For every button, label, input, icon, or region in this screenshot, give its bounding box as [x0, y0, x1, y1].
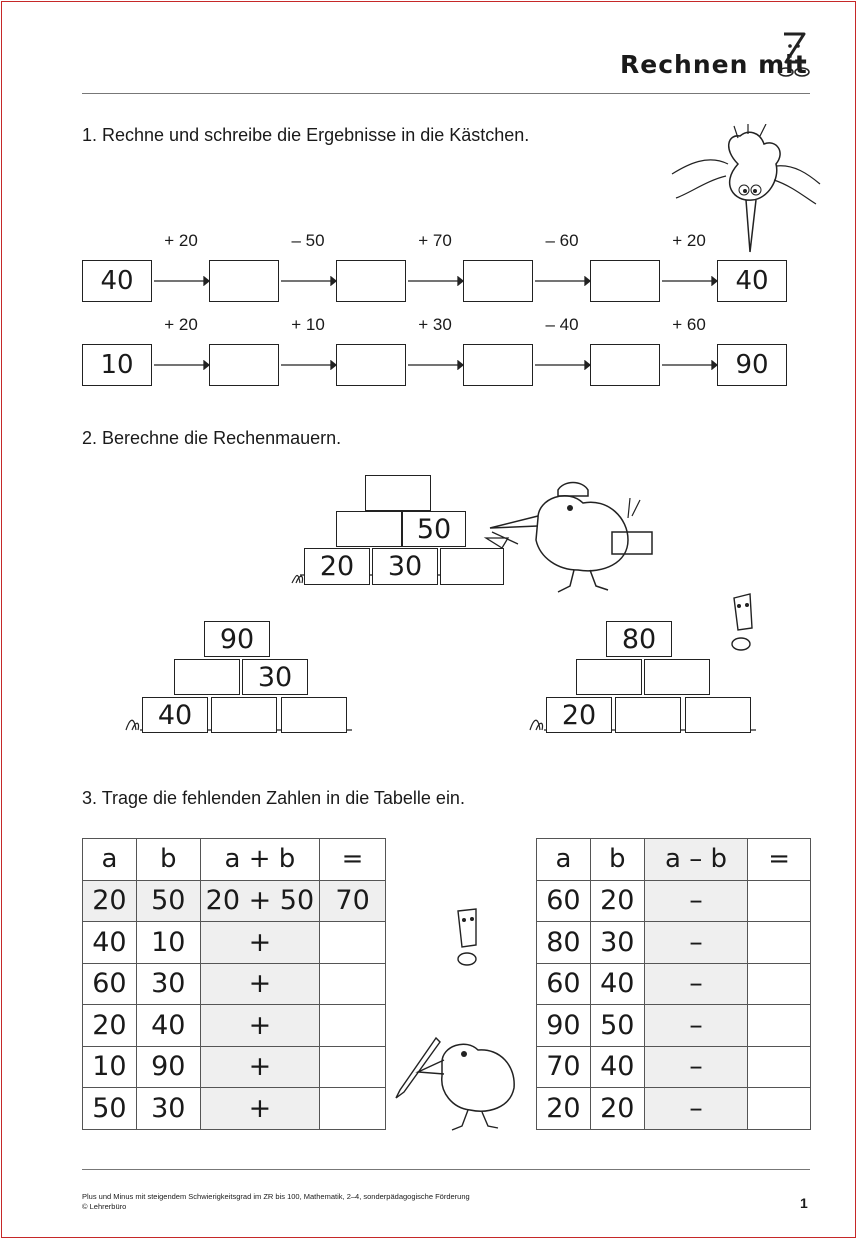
cell-a: 90	[537, 1005, 591, 1047]
start-box: 10	[82, 344, 152, 386]
header-cell: b	[136, 839, 200, 881]
task1-instruction: 1. Rechne und schreibe die Ergebnisse in die Kästchen.	[82, 125, 530, 145]
operation-label: + 20	[164, 231, 198, 250]
cell-b: 40	[590, 963, 644, 1005]
cell-result[interactable]	[748, 1046, 811, 1088]
cell-a: 70	[537, 1046, 591, 1088]
footer-copyright: © Lehrerbüro	[82, 1202, 127, 1211]
cell-result[interactable]	[320, 1088, 386, 1130]
wall3-bottom-brick[interactable]	[615, 697, 681, 733]
header-rule	[82, 93, 810, 94]
cell-b: 30	[136, 963, 200, 1005]
cell-result[interactable]	[320, 1046, 386, 1088]
header-cell: a + b	[200, 839, 319, 881]
cell-term[interactable]: –	[644, 1005, 747, 1047]
wall2-middle-brick[interactable]	[174, 659, 240, 695]
operation-label: + 20	[672, 231, 706, 250]
header-cell: =	[320, 839, 386, 881]
cell-term[interactable]: –	[644, 922, 747, 964]
cell-result[interactable]	[748, 1088, 811, 1130]
cell-term[interactable]: –	[644, 1046, 747, 1088]
cell-a: 40	[83, 922, 137, 964]
wall1-middle-brick[interactable]	[336, 511, 402, 547]
operation-label: – 60	[545, 231, 579, 250]
header-cell: b	[590, 839, 644, 881]
cell-result[interactable]	[320, 963, 386, 1005]
z-logo-icon	[776, 28, 812, 80]
cell-term: 20 + 50	[200, 880, 319, 922]
start-box: 40	[82, 260, 152, 302]
wall1-middle-brick: 50	[402, 511, 466, 547]
wall3-middle-brick[interactable]	[644, 659, 710, 695]
arrow-row1-icon	[152, 276, 718, 286]
cell-a: 20	[83, 880, 137, 922]
end-box: 40	[717, 260, 787, 302]
header-cell: a – b	[644, 839, 747, 881]
operation-label: – 50	[291, 231, 325, 250]
cell-term[interactable]: –	[644, 963, 747, 1005]
subtraction-table	[536, 838, 811, 1130]
cell-a: 80	[537, 922, 591, 964]
cell-term[interactable]: +	[200, 1088, 319, 1130]
header-cell: =	[748, 839, 811, 881]
wall2-bottom-brick[interactable]	[211, 697, 277, 733]
cell-a: 60	[537, 880, 591, 922]
cell-b: 50	[136, 880, 200, 922]
crow-with-pencil-icon	[392, 1032, 528, 1132]
cell-term[interactable]: –	[644, 1088, 747, 1130]
page-number: 1	[800, 1195, 808, 1211]
cell-b: 20	[590, 1088, 644, 1130]
footer-text	[82, 1192, 470, 1212]
wall1-bottom-brick: 20	[304, 548, 370, 585]
crow-bricklayer-icon	[478, 478, 668, 596]
operation-label: + 20	[164, 315, 198, 334]
cell-a: 20	[83, 1005, 137, 1047]
title-text: Rechnen mit	[620, 50, 808, 79]
operation-label: + 60	[672, 315, 706, 334]
cell-b: 40	[136, 1005, 200, 1047]
wall2-bottom-brick: 40	[142, 697, 208, 733]
exclamation-mascot-icon	[448, 905, 488, 969]
cell-result[interactable]	[320, 1005, 386, 1047]
operation-label: + 70	[418, 231, 452, 250]
cell-a: 50	[83, 1088, 137, 1130]
wall3-middle-brick[interactable]	[576, 659, 642, 695]
wall2-bottom-brick[interactable]	[281, 697, 347, 733]
operation-label: + 10	[291, 315, 325, 334]
cell-result[interactable]	[320, 922, 386, 964]
exclamation-mascot-icon	[726, 590, 760, 654]
cell-a: 60	[537, 963, 591, 1005]
cell-b: 30	[590, 922, 644, 964]
arrow-row2-icon	[152, 360, 718, 370]
wall2-middle-brick: 30	[242, 659, 308, 695]
wall3-bottom-brick[interactable]	[685, 697, 751, 733]
cell-result[interactable]	[748, 1005, 811, 1047]
header-cell: a	[537, 839, 591, 881]
cell-term[interactable]: +	[200, 922, 319, 964]
end-box: 90	[717, 344, 787, 386]
wall1-bottom-brick: 30	[372, 548, 438, 585]
wall1-top-brick[interactable]	[365, 475, 431, 511]
task3-instruction: 3. Trage die fehlenden Zahlen in die Tabelle ein.	[82, 788, 465, 808]
cell-a: 20	[537, 1088, 591, 1130]
cell-b: 50	[590, 1005, 644, 1047]
header-cell: a	[83, 839, 137, 881]
wall3-bottom-brick: 20	[546, 697, 612, 733]
wall2-top-brick: 90	[204, 621, 270, 657]
cell-b: 20	[590, 880, 644, 922]
cell-term[interactable]: –	[644, 880, 747, 922]
cell-b: 10	[136, 922, 200, 964]
cell-result[interactable]	[748, 880, 811, 922]
cell-b: 30	[136, 1088, 200, 1130]
cell-a: 60	[83, 963, 137, 1005]
cell-b: 40	[590, 1046, 644, 1088]
cell-result[interactable]	[748, 963, 811, 1005]
cell-b: 90	[136, 1046, 200, 1088]
cell-term[interactable]: +	[200, 963, 319, 1005]
operation-label: – 40	[545, 315, 579, 334]
footer-credit: Plus und Minus mit steigendem Schwierigkeitsgrad im ZR bis 100, Mathematik, 2–4, sonderpädagogische Förderung	[82, 1192, 470, 1201]
addition-table	[82, 838, 386, 1130]
wall3-top-brick: 80	[606, 621, 672, 657]
footer-rule	[82, 1169, 810, 1170]
operation-label: + 30	[418, 315, 452, 334]
cell-a: 10	[83, 1046, 137, 1088]
cell-result[interactable]	[748, 922, 811, 964]
cell-term[interactable]: +	[200, 1046, 319, 1088]
cell-result: 70	[320, 880, 386, 922]
cell-term[interactable]: +	[200, 1005, 319, 1047]
task2-instruction: 2. Berechne die Rechenmauern.	[82, 428, 342, 448]
